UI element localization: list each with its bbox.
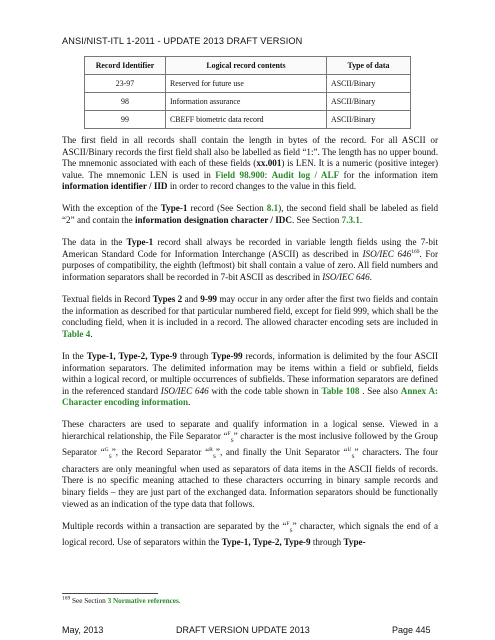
column-header: Type of data [327,57,411,75]
table-108-link[interactable]: Table 108 [321,385,360,396]
footnote-divider [62,593,158,594]
table-cell: 98 [85,93,166,111]
body-text [62,135,438,559]
footnote-ref[interactable]: 169 [411,248,420,255]
table-header-row [85,57,411,75]
column-header: Logical record contents [166,57,327,75]
table-cell: ASCII/Binary [327,93,411,111]
table-cell: ASCII/Binary [327,75,411,93]
paragraph-ascii-encoding: The data in the Type-1 record shall always be recorded in variable length fields using the 7-bit American Standard Code for Information Interchange (ASCII) as described in ISO/IEC $646^{169}$. For purposes of compatibility, the eighth (leftmost) bit shall contain a value of zero. All field numbers and information separators shall be recorded in 7-bit ASCII as described in ISO/IEC 646. [62,237,438,282]
running-header: ANSI/NIST-ITL 1-2011 - UPDATE 2013 DRAFT VERSION [62,36,303,46]
paragraph-textual-fields: Textual fields in Record Types 2 and 9-99 may occur in any order after the first two fields and contain the information as described for that particular numbered field, except for field 999, which shall be the concluding field, when it is included in a record. The allowed character encoding sets are included in Table 4. [62,294,438,339]
section-8-1-link[interactable]: 8.1 [266,203,279,214]
table-row [85,93,411,111]
paragraph-second-field: With the exception of the Type-1 record (See Section 8.1), the second field shall be labeled as field “2” and contain the information designation character / IDC. See Section 7.3.1. [62,203,439,226]
table-cell: Reserved for future use [166,75,327,93]
section-7-3-1-link[interactable]: 7.3.1 [341,215,360,226]
paragraph-separators: In the Type-1, Type-2, Type-9 through Type-99 records, information is delimited by the four ASCII information separators. The delimited information may be items within a field or subfield, fields within a logical record, or multiple occurrences of subfields. These information separators are defined in the referenced standard ISO/IEC 646 with the code table shown in Table 108 . See also Annex A: Character encoding information. [62,350,438,408]
paragraph-length-field: The first field in all records shall contain the length in bytes of the record. For all ASCII or ASCII/Binary records the first field shall also be labelled as field “1:”. The length has no upper bound. The mnemonic associated with each of these fields (xx.001) is LEN. It is a numeric (positive integer) value. The mnemonic LEN is used in Field 98.900: Audit log / ALF for the information item information identifier / IID in order to record changes to the value in this field. [62,135,439,192]
page-number: Page 445 [392,625,431,635]
audit-log-link[interactable]: Audit log / ALF [271,169,340,180]
table-cell: 99 [85,111,166,129]
table-cell: CBEFF biometric data record [166,111,327,129]
normative-references-link[interactable]: 3 Normative references [107,597,179,605]
table-cell: ASCII/Binary [327,111,411,129]
table-4-link[interactable]: Table 4 [62,328,91,339]
field-98-900-link[interactable]: Field 98.900 [215,169,265,180]
table-row [85,111,411,129]
table-cell: 23-97 [85,75,166,93]
paragraph-multiple-records: Multiple records within a transaction are separated by the “$^F_S$” character, which signals the end of a logical record. Use of separators within the Type-1, Type-2, Type-9 through Type- [62,520,438,548]
footer-date: May, 2013 [62,625,104,635]
table-cell: Information assurance [166,93,327,111]
column-header: Record Identifier [85,57,166,75]
footnote: $^{169}$ See Section 3 Normative references. [62,595,181,605]
paragraph-hierarchy: These characters are used to separate and qualify information in a logical sense. Viewed in a hierarchical relationship, the File Separator “$^F_S$” character is the most inclusive followed by the Group Separator “$^G_S$”, the Record Separator “$^R_S$”, and finally the Unit Separator “$^U_S$” characters. The four characters are only meaningful when used as separators of data items in the ASCII fields of records. There is no specific meaning attached to these characters occurring in binary sample records and binary fields – they are just part of the exchanged data. Information separators should be functionally viewed as an indication of the type data that follows. [62,419,439,509]
annex-a-link[interactable]: Annex A: Character encoding information [62,385,438,408]
table-row [85,75,411,93]
record-type-table [84,56,411,129]
footer-version: DRAFT VERSION UPDATE 2013 [176,625,310,635]
